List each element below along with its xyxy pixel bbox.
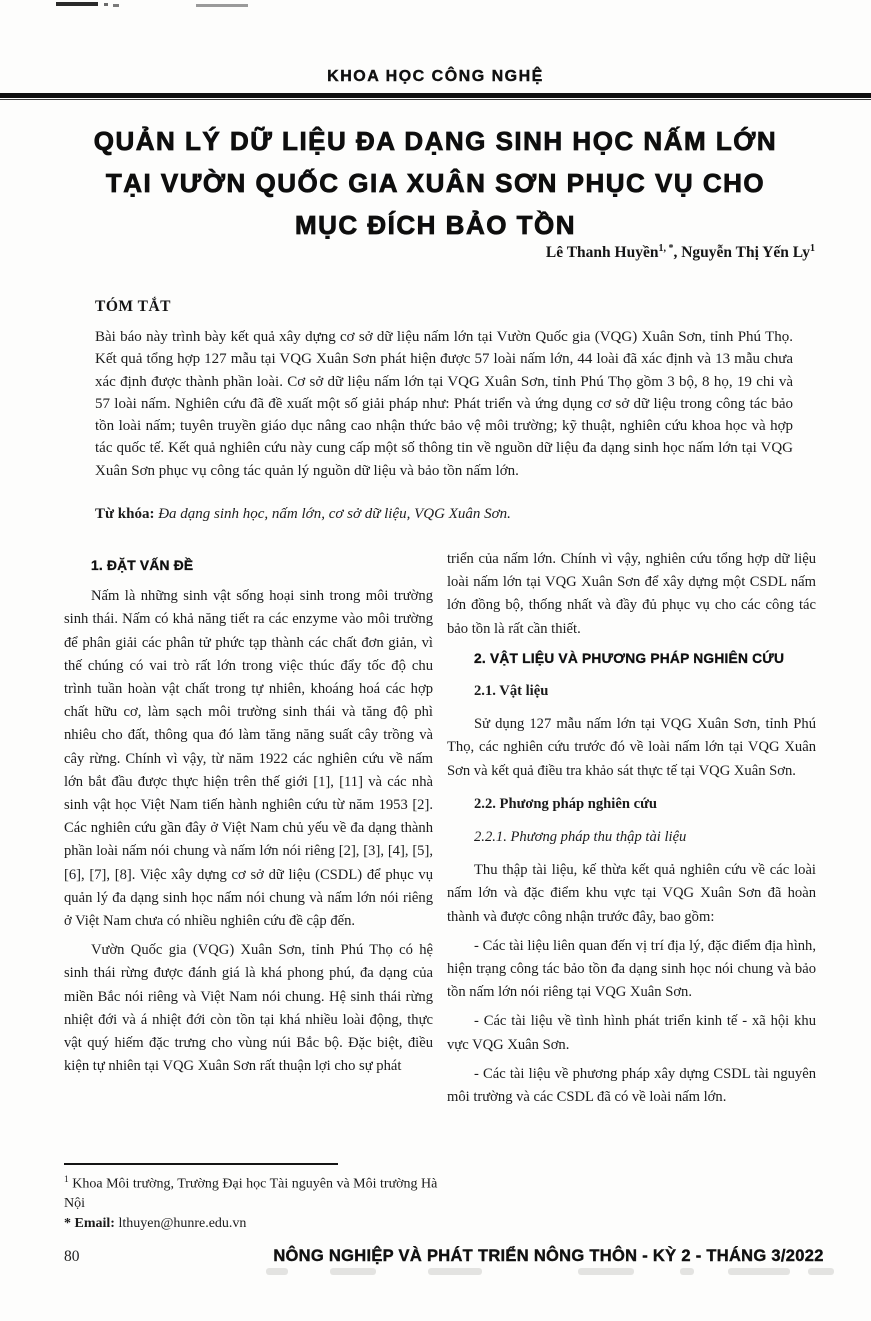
section-2-1-paragraph: Sử dụng 127 mẫu nấm lớn tại VQG Xuân Sơn, tỉnh Phú Thọ, các nghiên cứu trước đó về loài nấm lớn tại VQG Xuân Sơn và kết quả điều tra khảo sát thực tế tại VQG Xuân Sơn. (447, 716, 816, 779)
abstract-body: Bài báo này trình bày kết quả xây dựng cơ sở dữ liệu nấm lớn tại Vườn Quốc gia (VQG) Xuân Sơn, tỉnh Phú Thọ. Kết quả tổng hợp 127 mẫu tại VQG Xuân Sơn phát hiện được 57 loài nấm lớn, 44 loài đã xác định và 13 mẫu chưa xác định được thành phần loài. Cơ sở dữ liệu nấm lớn tại VQG Xuân Sơn, tỉnh Phú Thọ gồm 3 bộ, 8 họ, 19 chi và 57 loài nấm. Nghiên cứu đã đề xuất một số giải pháp như: Phát triển và ứng dụng cơ sở dữ liệu trong công tác bảo tồn loài nấm; tuyên truyền giáo dục nâng cao nhận thức bảo vệ môi trường; kỹ thuật, nghiên cứu khoa học và hợp tác quốc tế. Kết quả nghiên cứu này cung cấp một số thông tin về nguồn dữ liệu đa dạng sinh học nấm lớn tại VQG Xuân Sơn phục vụ công tác quản lý nguồn dữ liệu và bảo tồn nấm lớn. (95, 329, 793, 479)
keywords-label: Từ khóa: (95, 506, 155, 522)
journal-footer-line: NÔNG NGHIỆP VÀ PHÁT TRIỂN NÔNG THÔN - KỲ 2 - THÁNG 3/2022 (273, 1247, 824, 1265)
authors-separator: , (673, 244, 682, 262)
section-1-heading: 1. ĐẶT VẤN ĐỀ (91, 558, 194, 573)
section-2-2-1-heading: 2.2.1. Phương pháp thu thập tài liệu (474, 829, 687, 846)
footnote-email (64, 1214, 442, 1234)
author-1-name: Lê Thanh Huyền (545, 244, 659, 262)
section-2-heading: 2. VẬT LIỆU VÀ PHƯƠNG PHÁP NGHIÊN CỨU (474, 650, 785, 666)
masthead-rule (0, 93, 871, 98)
footnote-affiliation (64, 1171, 442, 1214)
scan-artifact-dot (104, 3, 108, 6)
section-2-2-heading: 2.2. Phương pháp nghiên cứu (474, 795, 657, 812)
section-1-paragraph-2-continuation: triển của nấm lớn. Chính vì vậy, nghiên cứu tổng hợp dữ liệu loài nấm lớn tại VQG Xuân Sơn để xây dựng một CSDL nấm lớn đồng bộ, thống nhất và đầy đủ phục vụ cho các công tác bảo tồn là rất cần thiết. (447, 551, 816, 637)
scan-artifact-line (196, 4, 248, 7)
author-1-superscript: 1, * (658, 243, 674, 254)
keywords-text: Đa dạng sinh học, nấm lớn, cơ sở dữ liệu, VQG Xuân Sơn. (154, 506, 511, 522)
footnote-email-label: * Email: (64, 1215, 115, 1231)
authors-line (58, 243, 815, 262)
scan-bleed-smudge (428, 1268, 482, 1275)
scan-artifact-dot (113, 4, 119, 7)
section-2-2-1-bullet-2: - Các tài liệu về tình hình phát triển kinh tế - xã hội khu vực VQG Xuân Sơn. (447, 1013, 816, 1053)
scan-bleed-smudge (578, 1268, 634, 1275)
footnote-email-value: lthuyen@hunre.edu.vn (114, 1215, 247, 1231)
section-1-paragraph-1: Nấm là những sinh vật sống hoại sinh trong môi trường sinh thái. Nấm có khả năng tiết ra các enzyme vào môi trường để phân giải các phân tử phức tạp thành các chất đơn giản, vì thế chúng có vai trò rất lớn trong việc thúc đẩy tốc độ chu trình tuần hoàn vật chất trong tự nhiên, khoáng hoá các hợp chất hữu cơ, làm sạch môi trường sinh thái và tăng độ phì nhiêu cho đất, thông qua đó làm tăng năng suất cây trồng và cây rừng. Chính vì vậy, từ năm 1922 các nghiên cứu về nấm lớn bắt đầu được thực hiện trên thế giới [1], [11] và các nhà sinh vật học Việt Nam tiến hành nghiên cứu từ năm 1953 [2]. Các nghiên cứu gần đây ở Việt Nam chủ yếu về đa dạng thành phần loài nấm nói chung và nấm lớn nói riêng [2], [3], [4], [5], [6], [7], [8]. Việc xây dựng cơ sở dữ liệu (CSDL) để phục vụ quản lý đa dạng sinh học nấm nói chung và nấm lớn nói riêng ở Việt Nam chưa có nhiều nghiên cứu đề cập đến. (64, 588, 433, 930)
scan-bleed-smudge (266, 1268, 288, 1275)
section-2-2-1-bullet-3: - Các tài liệu về phương pháp xây dựng CSDL tài nguyên môi trường và các CSDL đã có về loài nấm lớn. (447, 1065, 816, 1106)
scan-bleed-smudge (728, 1268, 790, 1275)
article-title-line-1: QUẢN LÝ DỮ LIỆU ĐA DẠNG SINH HỌC NẤM LỚN (93, 126, 778, 156)
section-2-2-1-paragraph: Thu thập tài liệu, kế thừa kết quả nghiên cứu về các loài nấm lớn và đặc điểm khu vực tại VQG Xuân Sơn đã hoàn thành và được công nhận trước đây, bao gồm: (447, 862, 816, 925)
masthead-rule-thin (0, 99, 871, 100)
scan-bleed-smudge (330, 1268, 376, 1275)
article-title (58, 120, 813, 246)
scan-artifact-dash (56, 2, 98, 6)
section-2-1-heading: 2.1. Vật liệu (474, 683, 549, 700)
keywords-line (95, 506, 793, 523)
article-title-line-3: MỤC ĐÍCH BẢO TỒN (294, 210, 577, 240)
footnote-separator-rule (64, 1163, 338, 1165)
footnote-affiliation-text: Khoa Môi trường, Trường Đại học Tài nguyên và Môi trường Hà Nội (64, 1176, 438, 1212)
section-2-2-1-bullet-1: - Các tài liệu liên quan đến vị trí địa lý, đặc điểm địa hình, hiện trạng công tác bảo tồn đa dạng sinh học nói chung và bảo tồn nấm lớn nói riêng tại VQG Xuân Sơn. (447, 937, 816, 1001)
author-2-superscript: 1 (810, 243, 815, 254)
abstract-heading: TÓM TẮT (95, 298, 171, 315)
scan-bleed-smudge (680, 1268, 694, 1275)
left-column (64, 548, 433, 1170)
body-columns (64, 548, 816, 1170)
footnote-affiliation-superscript: 1 (64, 1175, 69, 1185)
author-2-name: Nguyễn Thị Yến Ly (681, 244, 810, 262)
journal-section-label: KHOA HỌC CÔNG NGHỆ (327, 68, 544, 85)
footnote-block (64, 1163, 442, 1233)
page-number: 80 (64, 1248, 80, 1265)
right-column (447, 548, 816, 1170)
scan-bleed-smudge (808, 1268, 834, 1275)
section-1-paragraph-2: Vườn Quốc gia (VQG) Xuân Sơn, tỉnh Phú Thọ có hệ sinh thái rừng được đánh giá là khá phong phú, đa dạng của miền Bắc nói riêng và Việt Nam nói chung. Hệ sinh thái rừng nhiệt đới và á nhiệt đới còn tồn tại khá nhiều loài động, thực vật quý hiếm đặc trưng cho vùng núi Bắc bộ. Đặc biệt, điều kiện tự nhiên tại VQG Xuân Sơn rất thuận lợi cho sự phát (64, 942, 433, 1075)
article-title-line-2: TẠI VƯỜN QUỐC GIA XUÂN SƠN PHỤC VỤ CHO (105, 168, 766, 198)
